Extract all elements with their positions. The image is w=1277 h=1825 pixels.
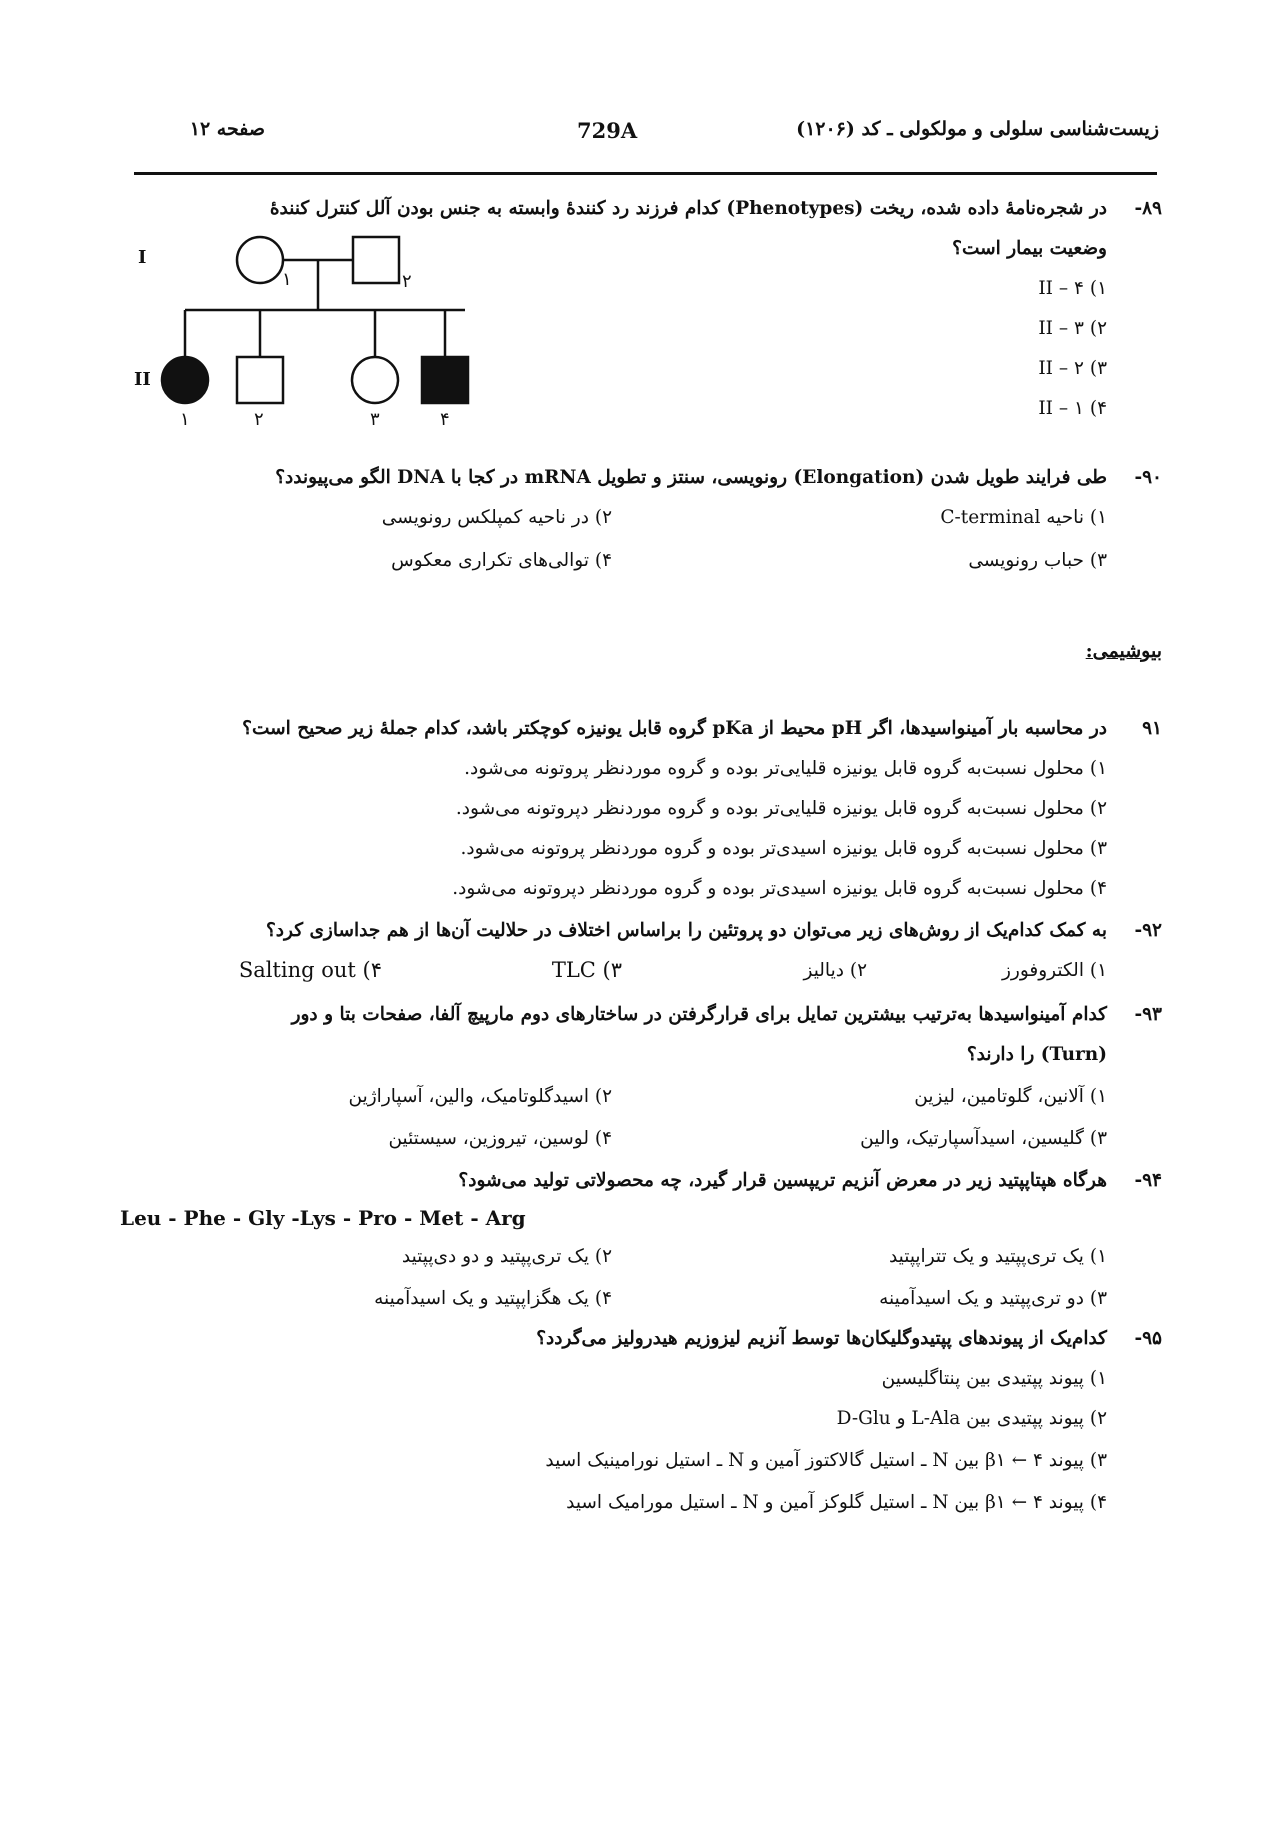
pedigree-num-ii3: ۳ (370, 409, 380, 430)
pedigree-num-ii2: ۲ (254, 409, 264, 430)
q89-number: ۸۹- (1134, 198, 1162, 219)
q89-option-4[interactable]: ۴) II – ۱ (1038, 398, 1107, 419)
q95-option-4[interactable]: ۴) پیوند ۴ ← β۱ بین N ـ استیل گلوکز آمین و N ـ استیل مورامیک اسید (566, 1492, 1107, 1513)
q94-option-3[interactable]: ۳) دو تری‌پپتید و یک اسیدآمینه (879, 1288, 1107, 1309)
q95-option-2[interactable]: ۲) پیوند پپتیدی بین L-Ala و D-Glu (836, 1408, 1107, 1429)
q92-option-4[interactable]: ۴) Salting out (238, 958, 382, 982)
q93-line2: (Turn) را دارند؟ (966, 1044, 1107, 1065)
pedigree-num-ii1: ۱ (180, 409, 190, 430)
pedigree-num-ii4: ۴ (440, 409, 450, 430)
q91-option-1[interactable]: ۱) محلول نسبت‌به گروه قابل یونیزه قلیایی‌تر بوده و گروه موردنظر پروتونه می‌شود. (464, 758, 1107, 779)
q91-option-4[interactable]: ۴) محلول نسبت‌به گروه قابل یونیزه اسیدی‌تر بوده و گروه موردنظر دپروتونه می‌شود. (452, 878, 1107, 899)
q94-peptide-sequence: Leu - Phe - Gly -Lys - Pro - Met - Arg (120, 1206, 526, 1230)
q95-option-1[interactable]: ۱) پیوند پپتیدی بین پنتاگلیسین (881, 1368, 1107, 1389)
q92-option-2[interactable]: ۲) دیالیز (803, 960, 867, 981)
q94-number: ۹۴- (1134, 1170, 1162, 1191)
q94-text: هرگاه هپتاپپتید زیر در معرض آنزیم تریپسین قرار گیرد، چه محصولاتی تولید می‌شود؟ (458, 1170, 1107, 1191)
q91-text: در محاسبه بار آمینواسیدها، اگر pH محیط از pKa گروه قابل یونیزه کوچکتر باشد، کدام جملهٔ زیر صحیح است؟ (242, 718, 1107, 739)
q93-option-3[interactable]: ۳) گلیسین، اسیدآسپارتیک، والین (860, 1128, 1107, 1149)
section-title-biochemistry: بیوشیمی: (1085, 640, 1162, 662)
q95-number: ۹۵- (1134, 1328, 1162, 1349)
q91-option-2[interactable]: ۲) محلول نسبت‌به گروه قابل یونیزه قلیایی‌تر بوده و گروه موردنظر دپروتونه می‌شود. (455, 798, 1107, 819)
q91-option-3[interactable]: ۳) محلول نسبت‌به گروه قابل یونیزه اسیدی‌تر بوده و گروه موردنظر پروتونه می‌شود. (460, 838, 1107, 859)
q90-text: طی فرایند طویل شدن (Elongation) رونویسی، سنتز و تطویل mRNA در کجا با DNA الگو می‌پیوندد؟ (275, 467, 1107, 488)
q93-option-1[interactable]: ۱) آلانین، گلوتامین، لیزین (914, 1086, 1107, 1107)
q90-number: ۹۰- (1134, 467, 1162, 488)
q89-option-2[interactable]: ۲) II – ۳ (1038, 318, 1107, 339)
q89-option-1[interactable]: ۱) II – ۴ (1038, 278, 1107, 299)
pedigree-gen1-label: I (138, 247, 147, 268)
q90-option-4[interactable]: ۴) توالی‌های تکراری معکوس (391, 550, 612, 571)
q95-option-3[interactable]: ۳) پیوند ۴ ← β۱ بین N ـ استیل گالاکتوز آمین و N ـ استیل نورامینیک اسید (545, 1450, 1107, 1471)
q90-option-2[interactable]: ۲) در ناحیه کمپلکس رونویسی (381, 507, 612, 528)
pedigree-i1-female (237, 237, 283, 283)
q91-number: ۹۱ (1142, 718, 1162, 739)
q89-line2: وضعیت بیمار است؟ (952, 238, 1107, 259)
pedigree-ii1-affected-female (162, 357, 208, 403)
pedigree-ii3-female (352, 357, 398, 403)
q93-line1: کدام آمینواسیدها به‌ترتیب بیشترین تمایل برای قرارگرفتن در ساختارهای دوم مارپیچ آلفا، صفحات بتا و دور (291, 1004, 1107, 1025)
q93-option-4[interactable]: ۴) لوسین، تیروزین، سیستئین (388, 1128, 612, 1149)
q90-option-1[interactable]: ۱) ناحیه C-terminal (940, 507, 1107, 528)
header-course-title: زیست‌شناسی سلولی و مولکولی ـ کد (۱۲۰۶) (796, 118, 1159, 140)
header-page-number: صفحه ۱۲ (189, 118, 265, 140)
pedigree-ii2-male (237, 357, 283, 403)
q95-text: کدام‌یک از پیوندهای پپتیدوگلیکان‌ها توسط آنزیم لیزوزیم هیدرولیز می‌گردد؟ (536, 1328, 1107, 1349)
q92-text: به کمک کدام‌یک از روش‌های زیر می‌توان دو پروتئین را براساس اختلاف در حلالیت آن‌ها از هم جداسازی کرد؟ (265, 920, 1107, 941)
q94-option-4[interactable]: ۴) یک هگزاپپتید و یک اسیدآمینه (374, 1288, 612, 1309)
pedigree-ii4-affected-male (422, 357, 468, 403)
q89-line1: در شجره‌نامهٔ داده شده، ریخت (Phenotypes) کدام فرزند رد کنندهٔ وابسته به جنس بودن آلل کنترل کنندهٔ (269, 198, 1107, 219)
q89-option-3[interactable]: ۳) II – ۲ (1038, 358, 1107, 379)
q93-number: ۹۳- (1134, 1004, 1162, 1025)
pedigree-num-i2: ۲ (402, 271, 412, 292)
pedigree-gen2-label: II (134, 369, 151, 390)
header-rule (134, 172, 1157, 175)
q93-option-2[interactable]: ۲) اسیدگلوتامیک، والین، آسپاراژین (348, 1086, 612, 1107)
q92-number: ۹۲- (1134, 920, 1162, 941)
q94-option-1[interactable]: ۱) یک تری‌پپتید و یک تتراپپتید (888, 1246, 1107, 1267)
q90-option-3[interactable]: ۳) حباب رونویسی (968, 550, 1107, 571)
pedigree-i2-male (353, 237, 399, 283)
pedigree-num-i1: ۱ (282, 269, 292, 290)
q92-option-3[interactable]: ۳) TLC (551, 958, 622, 982)
q92-option-1[interactable]: ۱) الکتروفورز (1001, 960, 1107, 981)
header-exam-code: 729A (577, 118, 638, 143)
pedigree-chart (130, 225, 490, 430)
q94-option-2[interactable]: ۲) یک تری‌پپتید و دو دی‌پپتید (401, 1246, 612, 1267)
